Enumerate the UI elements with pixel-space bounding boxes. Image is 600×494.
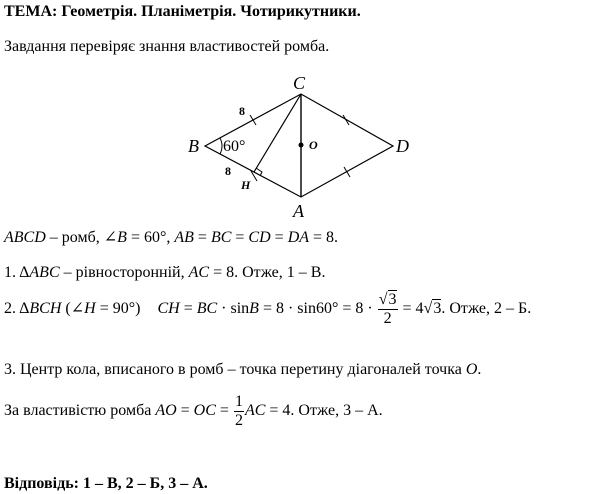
- step-text: 3. Центр кола, вписаного в ромб – точка перетину діагоналей точка: [4, 361, 466, 378]
- altitude-ch: [254, 94, 301, 172]
- var-o: O: [465, 361, 478, 378]
- equals: =: [215, 402, 233, 419]
- step-text: .: [477, 361, 482, 378]
- var-oc: OC: [193, 402, 216, 419]
- vertex-label-a: A: [293, 201, 304, 221]
- var-ch: CH: [157, 300, 180, 317]
- radicand: 3: [433, 300, 442, 317]
- step-text: . Отже, 2 – Б.: [441, 300, 532, 317]
- step-3: [4, 360, 481, 380]
- vertex-label-d: D: [396, 136, 409, 156]
- rhombus-figure: [0, 0, 600, 225]
- point-label-o: O: [309, 138, 318, 152]
- page-title: ТЕМА: Геометрія. Планіметрія. Чотирикутники.: [4, 3, 361, 20]
- given-text: – ромб, ∠: [45, 229, 118, 246]
- step-text: 2. Δ: [4, 300, 30, 317]
- denominator: 2: [234, 411, 243, 429]
- step-text: 1. Δ: [4, 264, 30, 281]
- var-ac: AC: [244, 402, 266, 419]
- var-ac: AC: [188, 264, 210, 281]
- angle-label: 60°: [223, 138, 246, 155]
- step-text: = 8. Отже, 1 – В.: [209, 264, 326, 281]
- tick-bc: [250, 115, 256, 125]
- step-text: (∠: [61, 300, 85, 317]
- var-ao: AO: [155, 402, 177, 419]
- var-h: H: [84, 300, 96, 317]
- equals: =: [231, 229, 249, 246]
- given-line: [4, 228, 338, 248]
- step-text: = 4. Отже, 3 – А.: [265, 402, 383, 419]
- var-bc: BC: [210, 229, 232, 246]
- answer-line: Відповідь: 1 – В, 2 – Б, 3 – А.: [4, 475, 208, 492]
- sqrt-result: √3: [423, 300, 442, 317]
- var-triangle: BCH: [29, 300, 62, 317]
- given-text: = 60°,: [126, 229, 175, 246]
- equals: =: [193, 229, 211, 246]
- denominator: 2: [383, 309, 392, 327]
- step-text: = 90°): [95, 300, 141, 317]
- center-point-o: [299, 143, 304, 148]
- var-cd: CD: [248, 229, 271, 246]
- side-label-bc: 8: [239, 104, 245, 118]
- step-text: = 4: [398, 300, 424, 317]
- numerator: 1: [234, 392, 243, 410]
- fraction-one-half: [234, 393, 244, 430]
- side-label-ab: 8: [225, 164, 231, 178]
- var-da: DA: [287, 229, 310, 246]
- fraction-sqrt3-over-2: $\frac{√3}{2}$: [378, 290, 397, 327]
- var-bc: BC: [196, 300, 218, 317]
- var-b: B: [249, 300, 259, 317]
- step-text: · sin: [217, 300, 250, 317]
- step-text: За властивістю ромба: [4, 402, 156, 419]
- angle-arc-b: [220, 138, 222, 154]
- var-ab: AB: [174, 229, 194, 246]
- step-3-continuation: [4, 391, 383, 431]
- equals: =: [179, 300, 197, 317]
- vertex-label-b: B: [188, 136, 199, 156]
- radicand: 3: [388, 290, 397, 308]
- point-label-h: H: [241, 178, 251, 192]
- given-text: = 8.: [309, 229, 339, 246]
- equals: =: [270, 229, 288, 246]
- figure-name: ABCD: [4, 229, 46, 246]
- var-triangle: ABC: [29, 264, 60, 281]
- step-text: = 8 · sin60° = 8 ·: [258, 300, 377, 317]
- var-b: B: [117, 229, 127, 246]
- vertex-label-c: C: [293, 73, 306, 93]
- step-1: [4, 263, 325, 283]
- equals: =: [176, 402, 194, 419]
- intro-text: Завдання перевіряє знання властивостей ромба.: [4, 38, 330, 55]
- step-text: – рівносторонній,: [59, 264, 189, 281]
- step-2: [4, 289, 531, 329]
